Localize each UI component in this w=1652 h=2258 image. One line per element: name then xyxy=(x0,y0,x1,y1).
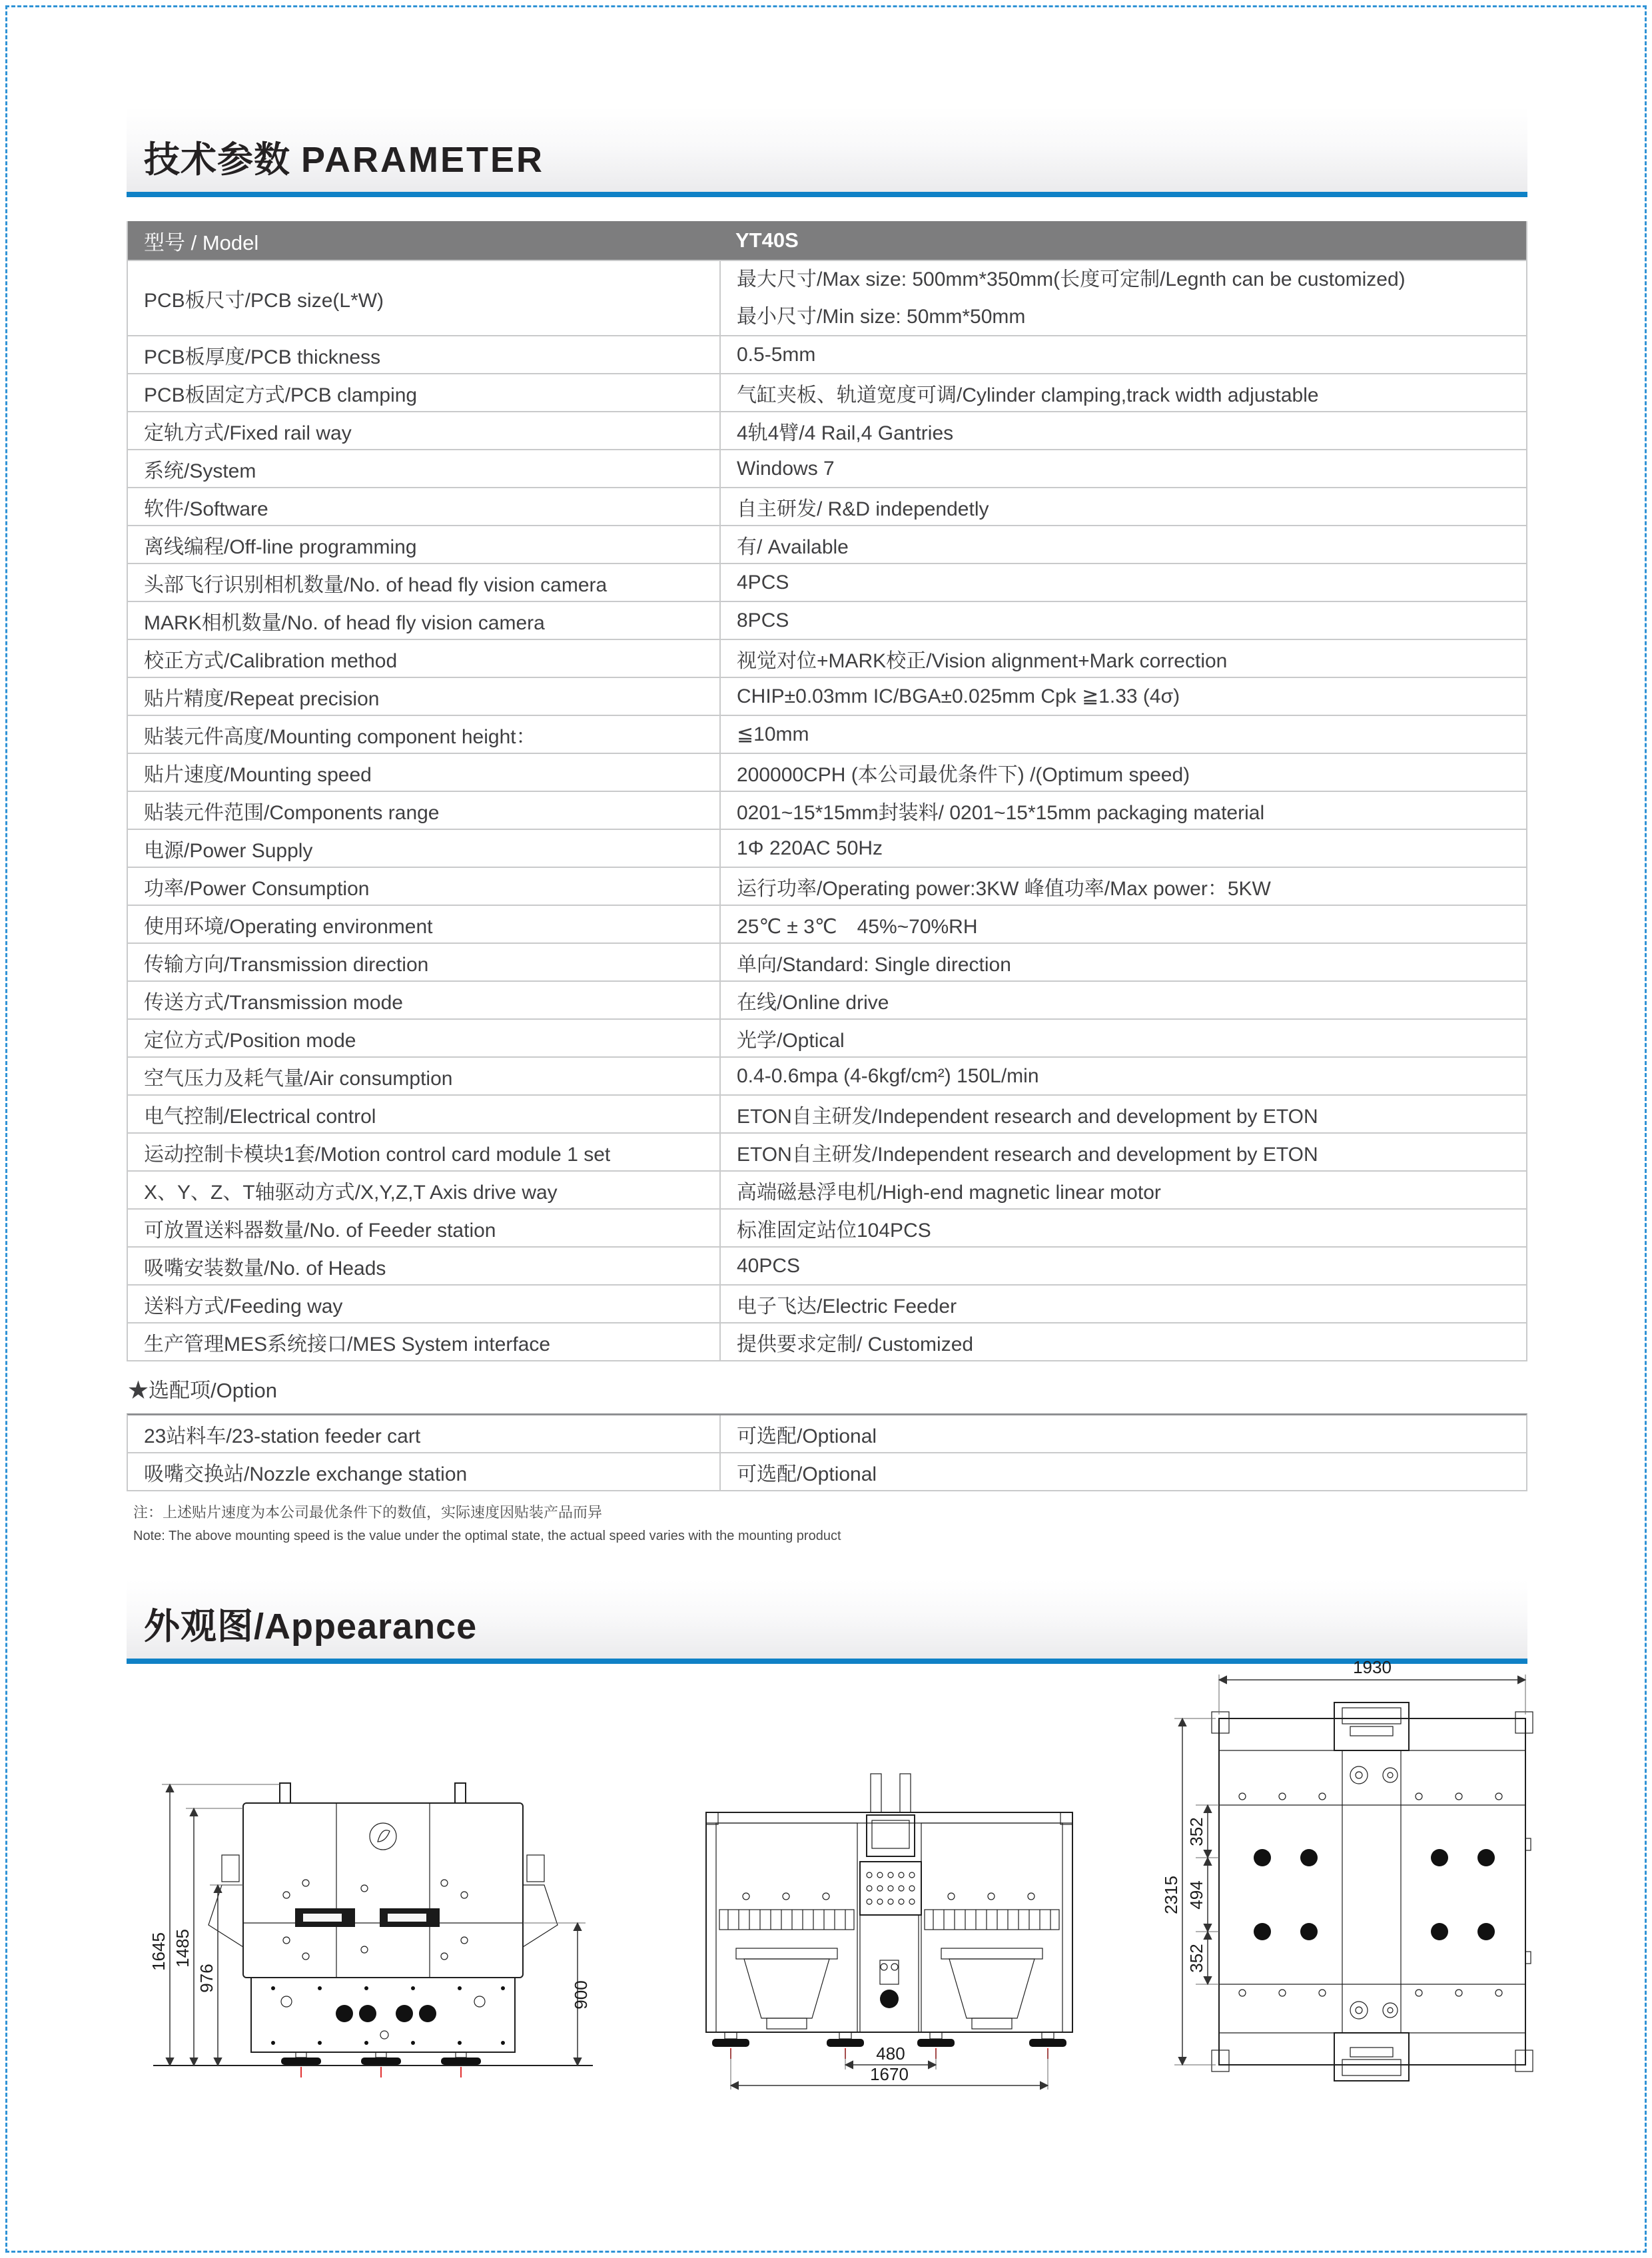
spec-value-line: 最小尺寸/Min size: 50mm*50mm xyxy=(737,305,1026,328)
dim-label-976: 976 xyxy=(197,1964,216,1993)
dim-label-352-bottom: 352 xyxy=(1186,1944,1206,1973)
spec-value-cell: 气缸夹板、轨道宽度可调/Cylinder clamping,track width adjustable xyxy=(719,374,1526,411)
spec-label-cell: 传送方式/Transmission mode xyxy=(144,991,403,1014)
spec-label-cell: 空气压力及耗气量/Air consumption xyxy=(144,1067,453,1090)
side-view-diagram xyxy=(143,1775,603,2088)
table-row xyxy=(128,942,1526,980)
table-row xyxy=(128,867,1526,905)
spec-value-cell: 0.5-5mm xyxy=(719,336,1526,373)
option-section-title: ★选配项/Option xyxy=(128,1379,277,1402)
spec-value-cell: 单向/Standard: Single direction xyxy=(719,944,1526,980)
spec-label-cell: 吸嘴安装数量/No. of Heads xyxy=(144,1257,386,1280)
table-row xyxy=(128,525,1526,563)
spec-value-cell: 提供要求定制/ Customized xyxy=(719,1323,1526,1360)
table-row xyxy=(128,905,1526,942)
dim-label-1930: 1930 xyxy=(1353,1657,1392,1677)
table-row xyxy=(128,487,1526,525)
spec-label-cell: 贴片速度/Mounting speed xyxy=(144,763,372,786)
parameter-table xyxy=(127,221,1527,1361)
option-table xyxy=(127,1413,1527,1491)
dim-label-494: 494 xyxy=(1186,1880,1206,1910)
model-label: 型号 / Model xyxy=(144,230,259,254)
table-row xyxy=(128,373,1526,411)
spec-value-cell: ETON自主研发/Independent research and development by ETON xyxy=(719,1134,1526,1170)
parameter-section-header xyxy=(127,107,1527,197)
spec-value-cell: ETON自主研发/Independent research and development by ETON xyxy=(719,1096,1526,1132)
table-row xyxy=(128,1452,1526,1490)
model-value: YT40S xyxy=(735,228,799,252)
spec-label-cell: 校正方式/Calibration method xyxy=(144,649,398,672)
table-header-row xyxy=(128,221,1526,260)
spec-label-cell: 送料方式/Feeding way xyxy=(144,1295,343,1317)
spec-label-cell: 离线编程/Off-line programming xyxy=(144,536,417,558)
table-row xyxy=(128,1018,1526,1056)
spec-label-cell: 生产管理MES系统接口/MES System interface xyxy=(144,1333,551,1355)
dim-label-1645: 1645 xyxy=(149,1932,169,1971)
front-view-diagram xyxy=(669,1762,1109,2095)
spec-value-cell: 8PCS xyxy=(719,602,1526,639)
spec-label-cell: PCB板固定方式/PCB clamping xyxy=(144,384,418,406)
appearance-title: 外观图/Appearance xyxy=(144,1607,478,1647)
dim-label-1670: 1670 xyxy=(870,2064,909,2084)
footnote-en: Note: The above mounting speed is the value under the optimal state, the actual speed varies with the mounting product xyxy=(133,1529,841,1543)
table-row xyxy=(128,335,1526,373)
spec-value-cell: 自主研发/ R&D independetly xyxy=(719,488,1526,525)
spec-label-cell: 使用环境/Operating environment xyxy=(144,915,433,938)
spec-value-cell: CHIP±0.03mm IC/BGA±0.025mm Cpk ≧1.33 (4σ) xyxy=(719,678,1526,715)
table-row xyxy=(128,829,1526,867)
option-label-cell: 23站料车/23-station feeder cart xyxy=(144,1425,421,1447)
table-row xyxy=(128,1056,1526,1094)
table-row xyxy=(128,1132,1526,1170)
dim-label-900: 900 xyxy=(571,1980,591,2010)
table-row xyxy=(128,1246,1526,1284)
table-row xyxy=(128,563,1526,601)
spec-label-cell: 定轨方式/Fixed rail way xyxy=(144,422,352,444)
table-row xyxy=(128,411,1526,449)
spec-label-cell: 贴装元件高度/Mounting component height： xyxy=(144,725,536,748)
dim-label-1485: 1485 xyxy=(173,1929,193,1968)
spec-label-cell: 电气控制/Electrical control xyxy=(144,1105,376,1128)
table-row xyxy=(128,260,1526,335)
spec-value-cell: 电子飞达/Electric Feeder xyxy=(719,1286,1526,1322)
table-row xyxy=(128,791,1526,829)
spec-label-cell: 电源/Power Supply xyxy=(144,839,313,862)
top-view-diagram xyxy=(1156,1639,1555,2105)
spec-label-cell: 软件/Software xyxy=(144,498,268,520)
spec-label-cell: 定位方式/Position mode xyxy=(144,1029,356,1052)
table-row xyxy=(128,1415,1526,1452)
spec-value-cell: 0.4-0.6mpa (4-6kgf/cm²) 150L/min xyxy=(719,1058,1526,1094)
spec-value-cell: 光学/Optical xyxy=(719,1020,1526,1056)
parameter-title-en: PARAMETER xyxy=(301,140,545,180)
spec-value-cell: 0201~15*15mm封装料/ 0201~15*15mm packaging material xyxy=(719,792,1526,829)
spec-value-cell xyxy=(719,261,1526,335)
spec-label-cell: 头部飞行识别相机数量/No. of head fly vision camera xyxy=(144,573,608,596)
spec-value-cell: 运行功率/Operating power:3KW 峰值功率/Max power：5KW xyxy=(719,868,1526,905)
table-row xyxy=(128,677,1526,715)
option-value-cell: 可选配/Optional xyxy=(719,1453,1526,1490)
table-row xyxy=(128,980,1526,1018)
spec-value-cell: 25℃ ± 3℃ 45%~70%RH xyxy=(719,906,1526,942)
spec-label-cell: 贴片精度/Repeat precision xyxy=(144,687,380,710)
spec-value-cell: 40PCS xyxy=(719,1248,1526,1284)
spec-value-cell: 在线/Online drive xyxy=(719,982,1526,1018)
dim-label-2315: 2315 xyxy=(1161,1876,1181,1914)
dim-label-352-top: 352 xyxy=(1186,1817,1206,1846)
table-row xyxy=(128,449,1526,487)
spec-label-cell: MARK相机数量/No. of head fly vision camera xyxy=(144,611,545,634)
option-value-cell: 可选配/Optional xyxy=(719,1415,1526,1452)
spec-label-cell: PCB板尺寸/PCB size(L*W) xyxy=(144,289,384,312)
spec-label-cell: PCB板厚度/PCB thickness xyxy=(144,346,381,368)
dim-label-480: 480 xyxy=(876,2044,905,2064)
table-row xyxy=(128,1170,1526,1208)
spec-value-cell: Windows 7 xyxy=(719,450,1526,487)
spec-value-cell: 1Φ 220AC 50Hz xyxy=(719,830,1526,867)
spec-value-cell: 高端磁悬浮电机/High-end magnetic linear motor xyxy=(719,1172,1526,1208)
spec-label-cell: 功率/Power Consumption xyxy=(144,877,370,900)
spec-label-cell: 系统/System xyxy=(144,460,256,482)
footnote xyxy=(133,1501,841,1544)
spec-value-cell: 视觉对位+MARK校正/Vision alignment+Mark correction xyxy=(719,640,1526,677)
spec-value-cell: 200000CPH (本公司最优条件下) /(Optimum speed) xyxy=(719,754,1526,791)
spec-value-cell: ≦10mm xyxy=(719,716,1526,753)
appearance-diagrams xyxy=(127,1632,1527,2125)
option-label-cell: 吸嘴交换站/Nozzle exchange station xyxy=(144,1463,468,1485)
spec-value-cell: 4PCS xyxy=(719,564,1526,601)
table-row xyxy=(128,753,1526,791)
spec-value-cell: 有/ Available xyxy=(719,526,1526,563)
table-row xyxy=(128,1094,1526,1132)
table-row xyxy=(128,715,1526,753)
spec-label-cell: 运动控制卡模块1套/Motion control card module 1 set xyxy=(144,1143,611,1166)
parameter-title-zh: 技术参数 xyxy=(144,140,290,180)
table-row xyxy=(128,1284,1526,1322)
brand-logo-icon xyxy=(370,1823,396,1850)
spec-label-cell: 贴装元件范围/Components range xyxy=(144,801,440,824)
spec-label-cell: 传输方向/Transmission direction xyxy=(144,953,429,976)
table-row xyxy=(128,601,1526,639)
spec-value-cell: 标准固定站位104PCS xyxy=(719,1210,1526,1246)
spec-value-cell: 4轨4臂/4 Rail,4 Gantries xyxy=(719,412,1526,449)
parameter-title xyxy=(144,131,544,183)
spec-label-cell: 可放置送料器数量/No. of Feeder station xyxy=(144,1219,496,1242)
spec-label-cell: X、Y、Z、T轴驱动方式/X,Y,Z,T Axis drive way xyxy=(144,1181,558,1204)
table-row xyxy=(128,1322,1526,1360)
table-row xyxy=(128,639,1526,677)
table-row xyxy=(128,1208,1526,1246)
spec-value-line: 最大尺寸/Max size: 500mm*350mm(长度可定制/Legnth can be customized) xyxy=(737,268,1406,290)
footnote-zh: 注：上述贴片速度为本公司最优条件下的数值，实际速度因贴装产品而异 xyxy=(133,1504,603,1521)
